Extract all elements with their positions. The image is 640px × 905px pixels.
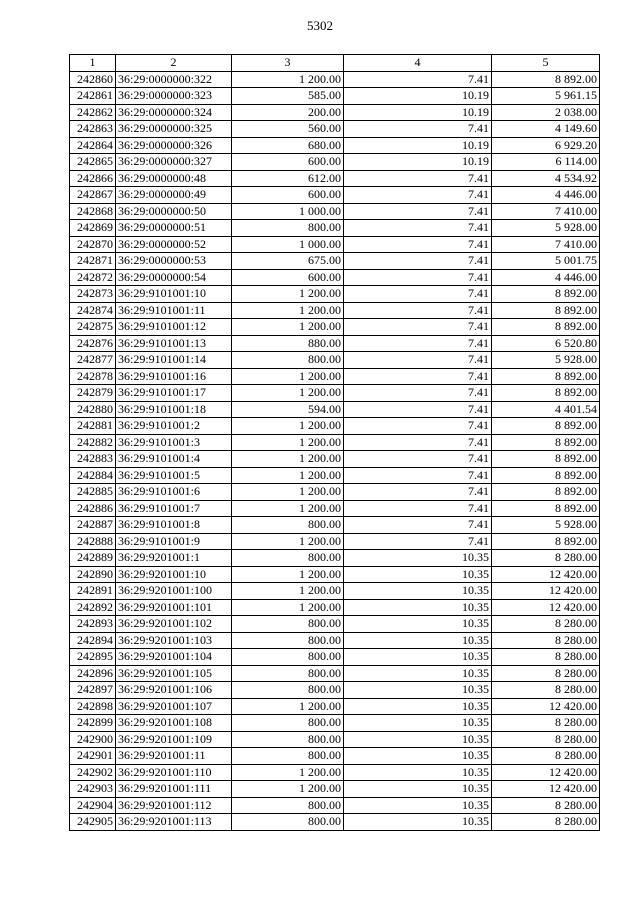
area-cell: 800.00	[232, 517, 344, 534]
table-row	[70, 599, 600, 616]
cadastral-number-cell: 36:29:9101001:14	[116, 352, 232, 369]
rate-cell: 10.19	[344, 137, 492, 154]
rate-cell: 7.41	[344, 484, 492, 501]
area-cell: 675.00	[232, 253, 344, 270]
row-number-cell: 242885	[70, 484, 116, 501]
rate-cell: 7.41	[344, 220, 492, 237]
row-number-cell: 242887	[70, 517, 116, 534]
amount-cell: 8 280.00	[492, 616, 600, 633]
row-number-cell: 242892	[70, 599, 116, 616]
table-row	[70, 616, 600, 633]
cadastral-number-cell: 36:29:9201001:106	[116, 682, 232, 699]
table-row	[70, 715, 600, 732]
row-number-cell: 242882	[70, 434, 116, 451]
row-number-cell: 242891	[70, 583, 116, 600]
table-row	[70, 203, 600, 220]
amount-cell: 8 892.00	[492, 434, 600, 451]
table-row	[70, 781, 600, 798]
cadastral-number-cell: 36:29:9201001:113	[116, 814, 232, 831]
amount-cell: 8 892.00	[492, 71, 600, 88]
rate-cell: 7.41	[344, 500, 492, 517]
rate-cell: 7.41	[344, 335, 492, 352]
table-row	[70, 302, 600, 319]
table-row	[70, 550, 600, 567]
table-row	[70, 632, 600, 649]
row-number-cell: 242871	[70, 253, 116, 270]
row-number-cell: 242904	[70, 797, 116, 814]
rate-cell: 10.35	[344, 632, 492, 649]
table-row	[70, 401, 600, 418]
row-number-cell: 242895	[70, 649, 116, 666]
table-row	[70, 665, 600, 682]
rate-cell: 7.41	[344, 269, 492, 286]
row-number-cell: 242880	[70, 401, 116, 418]
cadastral-number-cell: 36:29:9101001:17	[116, 385, 232, 402]
table-row	[70, 71, 600, 88]
row-number-cell: 242883	[70, 451, 116, 468]
area-cell: 1 200.00	[232, 286, 344, 303]
cadastral-number-cell: 36:29:0000000:49	[116, 187, 232, 204]
rate-cell: 7.41	[344, 236, 492, 253]
amount-cell: 8 892.00	[492, 368, 600, 385]
rate-cell: 10.35	[344, 649, 492, 666]
rate-cell: 10.35	[344, 797, 492, 814]
area-cell: 800.00	[232, 352, 344, 369]
rate-cell: 7.41	[344, 203, 492, 220]
rate-cell: 7.41	[344, 385, 492, 402]
cadastral-number-cell: 36:29:9101001:2	[116, 418, 232, 435]
column-header-3: 3	[232, 55, 344, 72]
area-cell: 600.00	[232, 269, 344, 286]
area-cell: 1 200.00	[232, 484, 344, 501]
row-number-cell: 242898	[70, 698, 116, 715]
row-number-cell: 242901	[70, 748, 116, 765]
area-cell: 1 200.00	[232, 583, 344, 600]
row-number-cell: 242870	[70, 236, 116, 253]
row-number-cell: 242860	[70, 71, 116, 88]
rate-cell: 10.35	[344, 682, 492, 699]
area-cell: 1 200.00	[232, 302, 344, 319]
table-row	[70, 698, 600, 715]
rate-cell: 10.35	[344, 616, 492, 633]
table-row	[70, 484, 600, 501]
table-row	[70, 319, 600, 336]
table-row	[70, 517, 600, 534]
row-number-cell: 242875	[70, 319, 116, 336]
table-row	[70, 236, 600, 253]
table-row	[70, 467, 600, 484]
cadastral-number-cell: 36:29:0000000:323	[116, 88, 232, 105]
area-cell: 1 200.00	[232, 385, 344, 402]
amount-cell: 8 280.00	[492, 814, 600, 831]
area-cell: 600.00	[232, 187, 344, 204]
table-row	[70, 566, 600, 583]
row-number-cell: 242866	[70, 170, 116, 187]
amount-cell: 8 280.00	[492, 797, 600, 814]
cadastral-number-cell: 36:29:9101001:13	[116, 335, 232, 352]
cadastral-number-cell: 36:29:9101001:4	[116, 451, 232, 468]
rate-cell: 7.41	[344, 121, 492, 138]
rate-cell: 10.19	[344, 154, 492, 171]
table-row	[70, 748, 600, 765]
table-row	[70, 434, 600, 451]
amount-cell: 4 401.54	[492, 401, 600, 418]
table-row	[70, 104, 600, 121]
cadastral-number-cell: 36:29:0000000:50	[116, 203, 232, 220]
area-cell: 594.00	[232, 401, 344, 418]
row-number-cell: 242890	[70, 566, 116, 583]
table-body	[70, 71, 600, 830]
row-number-cell: 242897	[70, 682, 116, 699]
area-cell: 800.00	[232, 550, 344, 567]
area-cell: 680.00	[232, 137, 344, 154]
table-row	[70, 451, 600, 468]
amount-cell: 8 280.00	[492, 748, 600, 765]
table-row	[70, 220, 600, 237]
row-number-cell: 242886	[70, 500, 116, 517]
area-cell: 1 000.00	[232, 236, 344, 253]
amount-cell: 8 892.00	[492, 533, 600, 550]
row-number-cell: 242864	[70, 137, 116, 154]
row-number-cell: 242881	[70, 418, 116, 435]
row-number-cell: 242862	[70, 104, 116, 121]
row-number-cell: 242863	[70, 121, 116, 138]
table-row	[70, 121, 600, 138]
column-header-5: 5	[492, 55, 600, 72]
cadastral-number-cell: 36:29:9101001:7	[116, 500, 232, 517]
area-cell: 612.00	[232, 170, 344, 187]
table-row	[70, 187, 600, 204]
amount-cell: 12 420.00	[492, 781, 600, 798]
rate-cell: 7.41	[344, 451, 492, 468]
rate-cell: 7.41	[344, 467, 492, 484]
cadastral-number-cell: 36:29:0000000:52	[116, 236, 232, 253]
cadastral-number-cell: 36:29:9201001:111	[116, 781, 232, 798]
rate-cell: 10.35	[344, 665, 492, 682]
column-header-4: 4	[344, 55, 492, 72]
area-cell: 800.00	[232, 649, 344, 666]
row-number-cell: 242874	[70, 302, 116, 319]
amount-cell: 4 446.00	[492, 269, 600, 286]
amount-cell: 4 149.60	[492, 121, 600, 138]
row-number-cell: 242889	[70, 550, 116, 567]
cadastral-number-cell: 36:29:0000000:327	[116, 154, 232, 171]
cadastral-number-cell: 36:29:9201001:108	[116, 715, 232, 732]
cadastral-number-cell: 36:29:9101001:5	[116, 467, 232, 484]
area-cell: 1 200.00	[232, 451, 344, 468]
area-cell: 1 200.00	[232, 368, 344, 385]
rate-cell: 7.41	[344, 71, 492, 88]
table-row	[70, 764, 600, 781]
rate-cell: 7.41	[344, 368, 492, 385]
row-number-cell: 242876	[70, 335, 116, 352]
rate-cell: 7.41	[344, 434, 492, 451]
row-number-cell: 242902	[70, 764, 116, 781]
area-cell: 600.00	[232, 154, 344, 171]
table-row	[70, 682, 600, 699]
cadastral-number-cell: 36:29:0000000:51	[116, 220, 232, 237]
cadastral-number-cell: 36:29:0000000:322	[116, 71, 232, 88]
amount-cell: 5 928.00	[492, 517, 600, 534]
table-row	[70, 418, 600, 435]
area-cell: 800.00	[232, 814, 344, 831]
area-cell: 800.00	[232, 220, 344, 237]
cadastral-number-cell: 36:29:9201001:105	[116, 665, 232, 682]
row-number-cell: 242879	[70, 385, 116, 402]
rate-cell: 10.35	[344, 764, 492, 781]
area-cell: 1 200.00	[232, 599, 344, 616]
amount-cell: 8 892.00	[492, 286, 600, 303]
amount-cell: 5 961.15	[492, 88, 600, 105]
amount-cell: 6 114.00	[492, 154, 600, 171]
amount-cell: 8 280.00	[492, 550, 600, 567]
amount-cell: 7 410.00	[492, 203, 600, 220]
amount-cell: 8 892.00	[492, 467, 600, 484]
table-row	[70, 253, 600, 270]
cadastral-number-cell: 36:29:9101001:6	[116, 484, 232, 501]
amount-cell: 8 280.00	[492, 649, 600, 666]
area-cell: 1 200.00	[232, 698, 344, 715]
area-cell: 1 000.00	[232, 203, 344, 220]
cadastral-number-cell: 36:29:9201001:107	[116, 698, 232, 715]
amount-cell: 8 892.00	[492, 451, 600, 468]
cadastral-number-cell: 36:29:0000000:325	[116, 121, 232, 138]
area-cell: 800.00	[232, 715, 344, 732]
table-row	[70, 88, 600, 105]
cadastral-number-cell: 36:29:9201001:112	[116, 797, 232, 814]
rate-cell: 7.41	[344, 319, 492, 336]
amount-cell: 4 446.00	[492, 187, 600, 204]
area-cell: 1 200.00	[232, 781, 344, 798]
table-header-row	[70, 55, 600, 72]
rate-cell: 7.41	[344, 187, 492, 204]
row-number-cell: 242905	[70, 814, 116, 831]
area-cell: 1 200.00	[232, 533, 344, 550]
rate-cell: 7.41	[344, 286, 492, 303]
table-row	[70, 385, 600, 402]
amount-cell: 4 534.92	[492, 170, 600, 187]
table-row	[70, 170, 600, 187]
column-header-1: 1	[70, 55, 116, 72]
table-row	[70, 286, 600, 303]
area-cell: 1 200.00	[232, 467, 344, 484]
row-number-cell: 242877	[70, 352, 116, 369]
row-number-cell: 242884	[70, 467, 116, 484]
table-row	[70, 269, 600, 286]
amount-cell: 8 280.00	[492, 632, 600, 649]
area-cell: 1 200.00	[232, 764, 344, 781]
cadastral-number-cell: 36:29:9201001:103	[116, 632, 232, 649]
page-number: 5302	[307, 18, 333, 33]
row-number-cell: 242900	[70, 731, 116, 748]
area-cell: 1 200.00	[232, 418, 344, 435]
rate-cell: 10.35	[344, 583, 492, 600]
area-cell: 800.00	[232, 682, 344, 699]
table-row	[70, 335, 600, 352]
rate-cell: 7.41	[344, 170, 492, 187]
area-cell: 800.00	[232, 616, 344, 633]
amount-cell: 7 410.00	[492, 236, 600, 253]
amount-cell: 12 420.00	[492, 599, 600, 616]
rate-cell: 10.35	[344, 715, 492, 732]
table-row	[70, 583, 600, 600]
cadastral-number-cell: 36:29:9201001:109	[116, 731, 232, 748]
area-cell: 800.00	[232, 731, 344, 748]
area-cell: 1 200.00	[232, 500, 344, 517]
cadastral-number-cell: 36:29:9101001:10	[116, 286, 232, 303]
cadastral-number-cell: 36:29:0000000:324	[116, 104, 232, 121]
cadastral-number-cell: 36:29:9201001:11	[116, 748, 232, 765]
table-row	[70, 154, 600, 171]
area-cell: 1 200.00	[232, 566, 344, 583]
table-row	[70, 533, 600, 550]
rate-cell: 7.41	[344, 401, 492, 418]
amount-cell: 12 420.00	[492, 698, 600, 715]
cadastral-number-cell: 36:29:9101001:9	[116, 533, 232, 550]
rate-cell: 10.35	[344, 781, 492, 798]
row-number-cell: 242893	[70, 616, 116, 633]
table-row	[70, 368, 600, 385]
row-number-cell: 242872	[70, 269, 116, 286]
cadastral-number-cell: 36:29:9101001:8	[116, 517, 232, 534]
rate-cell: 7.41	[344, 418, 492, 435]
rate-cell: 10.35	[344, 814, 492, 831]
cadastral-number-cell: 36:29:9201001:10	[116, 566, 232, 583]
amount-cell: 8 892.00	[492, 302, 600, 319]
amount-cell: 8 892.00	[492, 484, 600, 501]
rate-cell: 7.41	[344, 302, 492, 319]
rate-cell: 10.35	[344, 599, 492, 616]
cadastral-number-cell: 36:29:0000000:53	[116, 253, 232, 270]
area-cell: 880.00	[232, 335, 344, 352]
row-number-cell: 242865	[70, 154, 116, 171]
rate-cell: 7.41	[344, 517, 492, 534]
cadastral-number-cell: 36:29:9201001:101	[116, 599, 232, 616]
area-cell: 1 200.00	[232, 71, 344, 88]
rate-cell: 10.35	[344, 566, 492, 583]
row-number-cell: 242873	[70, 286, 116, 303]
amount-cell: 6 520.80	[492, 335, 600, 352]
amount-cell: 12 420.00	[492, 566, 600, 583]
table-row	[70, 352, 600, 369]
rate-cell: 7.41	[344, 253, 492, 270]
row-number-cell: 242896	[70, 665, 116, 682]
cadastral-number-cell: 36:29:0000000:48	[116, 170, 232, 187]
row-number-cell: 242867	[70, 187, 116, 204]
amount-cell: 5 928.00	[492, 352, 600, 369]
cadastral-number-cell: 36:29:9101001:3	[116, 434, 232, 451]
cadastral-number-cell: 36:29:9201001:104	[116, 649, 232, 666]
row-number-cell: 242894	[70, 632, 116, 649]
amount-cell: 8 892.00	[492, 385, 600, 402]
amount-cell: 6 929.20	[492, 137, 600, 154]
area-cell: 585.00	[232, 88, 344, 105]
cadastral-number-cell: 36:29:9101001:16	[116, 368, 232, 385]
amount-cell: 12 420.00	[492, 764, 600, 781]
row-number-cell: 242878	[70, 368, 116, 385]
row-number-cell: 242861	[70, 88, 116, 105]
area-cell: 560.00	[232, 121, 344, 138]
cadastral-number-cell: 36:29:0000000:54	[116, 269, 232, 286]
table-row	[70, 797, 600, 814]
row-number-cell: 242903	[70, 781, 116, 798]
rate-cell: 10.35	[344, 731, 492, 748]
area-cell: 1 200.00	[232, 319, 344, 336]
row-number-cell: 242868	[70, 203, 116, 220]
rate-cell: 10.35	[344, 748, 492, 765]
rate-cell: 7.41	[344, 533, 492, 550]
row-number-cell: 242869	[70, 220, 116, 237]
table-row	[70, 814, 600, 831]
area-cell: 800.00	[232, 632, 344, 649]
cadastral-number-cell: 36:29:9201001:102	[116, 616, 232, 633]
amount-cell: 5 928.00	[492, 220, 600, 237]
cadastral-number-cell: 36:29:9201001:110	[116, 764, 232, 781]
cadastral-number-cell: 36:29:9101001:11	[116, 302, 232, 319]
data-table	[69, 54, 600, 831]
rate-cell: 10.19	[344, 88, 492, 105]
area-cell: 800.00	[232, 748, 344, 765]
area-cell: 200.00	[232, 104, 344, 121]
table-row	[70, 731, 600, 748]
amount-cell: 8 280.00	[492, 682, 600, 699]
amount-cell: 5 001.75	[492, 253, 600, 270]
rate-cell: 10.19	[344, 104, 492, 121]
cadastral-number-cell: 36:29:9101001:18	[116, 401, 232, 418]
area-cell: 800.00	[232, 665, 344, 682]
cadastral-number-cell: 36:29:9201001:1	[116, 550, 232, 567]
amount-cell: 8 280.00	[492, 731, 600, 748]
amount-cell: 8 280.00	[492, 665, 600, 682]
amount-cell: 8 280.00	[492, 715, 600, 732]
cadastral-number-cell: 36:29:9201001:100	[116, 583, 232, 600]
amount-cell: 12 420.00	[492, 583, 600, 600]
rate-cell: 10.35	[344, 698, 492, 715]
cadastral-number-cell: 36:29:9101001:12	[116, 319, 232, 336]
area-cell: 1 200.00	[232, 434, 344, 451]
table-row	[70, 500, 600, 517]
cadastral-number-cell: 36:29:0000000:326	[116, 137, 232, 154]
amount-cell: 8 892.00	[492, 500, 600, 517]
table-row	[70, 137, 600, 154]
amount-cell: 2 038.00	[492, 104, 600, 121]
area-cell: 800.00	[232, 797, 344, 814]
rate-cell: 10.35	[344, 550, 492, 567]
row-number-cell: 242899	[70, 715, 116, 732]
amount-cell: 8 892.00	[492, 319, 600, 336]
row-number-cell: 242888	[70, 533, 116, 550]
column-header-2: 2	[116, 55, 232, 72]
rate-cell: 7.41	[344, 352, 492, 369]
table-row	[70, 649, 600, 666]
amount-cell: 8 892.00	[492, 418, 600, 435]
